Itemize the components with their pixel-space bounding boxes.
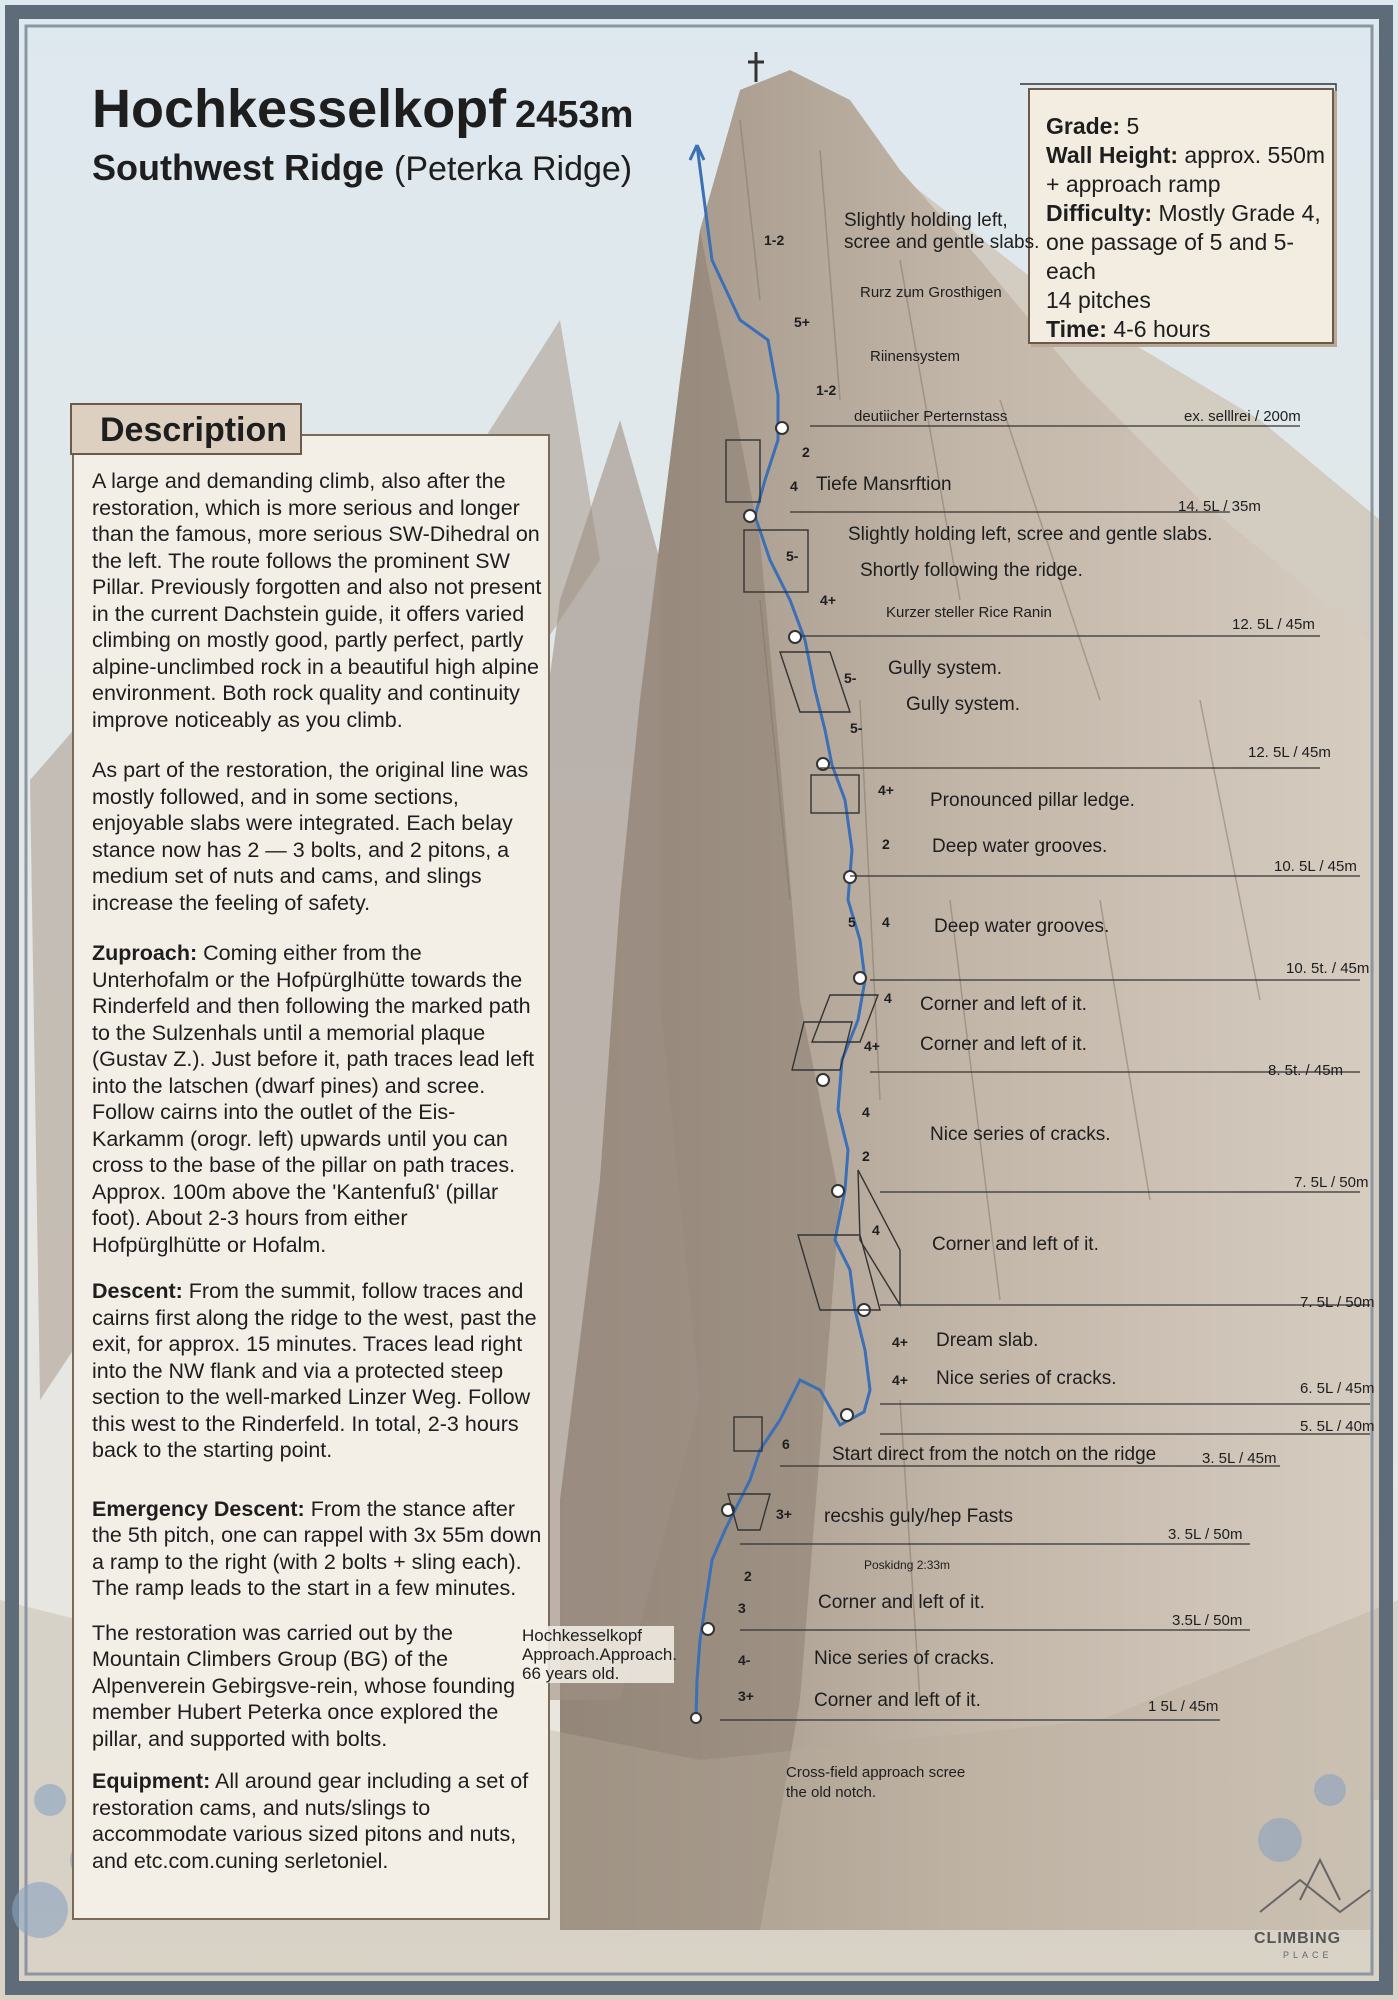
pitch-length: 10. 5t. / 45m xyxy=(1286,960,1370,977)
route-label: Dream slab. xyxy=(936,1330,1039,1351)
route-label: Pronounced pillar ledge. xyxy=(930,790,1135,811)
route-label: Deep water grooves. xyxy=(932,836,1108,857)
pitch-length: 12. 5L / 45m xyxy=(1248,744,1331,761)
description-restoration: As part of the restoration, the original line was mostly followed, and in some sections, enjoyable slabs were integrated. Each belay stance now has 2 — 3 bolts, and 2 pitons, a medium set of nuts and cams, and slings increase the feeling of safety. xyxy=(92,758,529,915)
route-label: Gully system. xyxy=(888,658,1003,679)
route-label: scree and gentle slabs. xyxy=(844,232,1040,253)
route-label: Slightly holding left, xyxy=(844,210,1008,231)
grade-label: 5+ xyxy=(794,314,810,330)
pitch-length: 14. 5L / 35m xyxy=(1178,498,1261,515)
grade-label: 4- xyxy=(738,1652,751,1668)
grade-label: 3+ xyxy=(776,1506,792,1522)
description-equipment: Equipment: All around gear including a set of restoration cams, and nuts/slings to accommodate various sized pitons and nuts, and etc.com.cuning serletoniel. xyxy=(92,1769,529,1873)
grade-label: 5- xyxy=(850,720,863,736)
description-credits: The restoration was carried out by the Mountain Climbers Group (BG) of the Alpenverein Gebirgsve-rein, whose founding member Hubert Peterka once explored the pillar, and supported with bolts. xyxy=(92,1620,516,1751)
description-text xyxy=(92,468,542,1898)
grade-label: 5 xyxy=(848,914,856,930)
route-label: Shortly following the ridge. xyxy=(860,560,1083,581)
page-subtitle: Southwest Ridge (Peterka Ridge) xyxy=(92,147,633,188)
route-label: Corner and left of it. xyxy=(814,1690,981,1711)
grade-label: 5- xyxy=(844,670,857,686)
grade-label: 1-2 xyxy=(816,382,837,398)
route-label: Corner and left of it. xyxy=(818,1592,985,1613)
route-label: Nice series of cracks. xyxy=(930,1124,1111,1145)
route-label: Corner and left of it. xyxy=(920,1034,1087,1055)
pitch-length: 12. 5L / 45m xyxy=(1232,616,1315,633)
pitch-length: 3. 5L / 45m xyxy=(1202,1450,1277,1467)
route-label: deutiicher Perternstass xyxy=(854,408,1008,425)
grade-label: 4+ xyxy=(864,1038,880,1054)
route-label: Tiefe Mansrftion xyxy=(816,474,952,495)
route-label: Corner and left of it. xyxy=(932,1234,1099,1255)
route-label: Riinensystem xyxy=(870,348,961,365)
pitch-length: 7. 5L / 50m xyxy=(1300,1294,1375,1311)
grade-label: 4+ xyxy=(820,592,836,608)
route-label: Cross-field approach scree xyxy=(786,1764,966,1781)
route-label: recshis guly/hep Fasts xyxy=(824,1506,1014,1527)
pitch-length: 10. 5L / 45m xyxy=(1274,858,1357,875)
grade-label: 4 xyxy=(882,914,890,930)
grade-label: 5- xyxy=(786,548,799,564)
grade-label: 2 xyxy=(802,444,810,460)
route-label: Rurz zum Grosthigen xyxy=(860,284,1002,301)
grade-label: 2 xyxy=(744,1568,752,1584)
logo-text: CLIMBING xyxy=(1254,1930,1342,1947)
pitch-length: 5. 5L / 40m xyxy=(1300,1418,1375,1435)
grade-label: 6 xyxy=(782,1436,790,1452)
grade-label: 2 xyxy=(862,1148,870,1164)
route-label: Nice series of cracks. xyxy=(936,1368,1117,1389)
pitch-length: 7. 5L / 50m xyxy=(1294,1174,1369,1191)
description-emergency: Emergency Descent: From the stance after the 5th pitch, one can rappel with 3x 55m down a ramp to the right (with 2 bolts + sling each). The ramp leads to the start in a few minutes. xyxy=(92,1496,542,1600)
route-label: Kurzer steller Rice Ranin xyxy=(886,604,1052,621)
route-label: Deep water grooves. xyxy=(934,916,1110,937)
route-info-box: Grade: 5 Wall Height: approx. 550m + approach ramp Difficulty: Mostly Grade 4, one passage of 5 and 5- each 14 pitches Time: 4-6 hours xyxy=(1028,88,1334,344)
grade-label: 4 xyxy=(790,478,798,494)
pitch-length: ex. selllrei / 200m xyxy=(1184,408,1301,425)
route-label: Start direct from the notch on the ridge xyxy=(832,1444,1157,1465)
description-descent: Descent: From the summit, follow traces and cairns first along the ridge to the west, past the exit, for approx. 15 minutes. Traces lead right into the NW flank and via a protected steep section to the well-marked Linzer Weg. Follow this west to the Rinderfeld. In total, 2-3 hours back to the starting point. xyxy=(92,1279,537,1462)
logo-subtext: PLACE xyxy=(1283,1950,1333,1960)
description-heading: Description xyxy=(70,403,302,455)
grade-label: 3+ xyxy=(738,1688,754,1704)
grade-label: 4+ xyxy=(892,1372,908,1388)
grade-label: 4+ xyxy=(892,1334,908,1350)
route-label: Corner and left of it. xyxy=(920,994,1087,1015)
grade-label: 4 xyxy=(884,990,892,1006)
pitch-length: 6. 5L / 45m xyxy=(1300,1380,1375,1397)
grade-label: 1-2 xyxy=(764,232,785,248)
grade-label: 3 xyxy=(738,1600,746,1616)
grade-label: 4 xyxy=(862,1104,870,1120)
pitch-length: 8. 5t. / 45m xyxy=(1268,1062,1344,1079)
route-label: Slightly holding left, scree and gentle slabs. xyxy=(848,524,1213,545)
pitch-length: 1 5L / 45m xyxy=(1148,1698,1219,1715)
approach-note: Hochkesselkopf Approach.Approach. 66 years old. xyxy=(522,1626,677,1683)
description-approach: Zuproach: Coming either from the Unterhofalm or the Hofpürglhütte towards the Rinderfeld and then following the marked path to the Sulzenhals until a memorial plaque (Gustav Z.). Just before it, path traces lead left into the latschen (dwarf pines) and scree. Follow cairns into the outlet of the Eis-Karkamm (orogr. left) upwards until you can cross to the base of the pillar on path traces. Approx. 100m above the 'Kantenfuß' (pillar foot). About 2-3 hours from either Hofpürglhütte or Hofalm. xyxy=(92,941,535,1257)
route-label: Poskidng 2:33m xyxy=(864,1558,951,1572)
route-label: the old notch. xyxy=(786,1784,877,1801)
grade-label: 2 xyxy=(882,836,890,852)
grade-label: 4 xyxy=(872,1222,880,1238)
pitch-length: 3.5L / 50m xyxy=(1172,1612,1243,1629)
page-title: Hochkesselkopf 2453m xyxy=(92,79,634,139)
pitch-length: 3. 5L / 50m xyxy=(1168,1526,1243,1543)
grade-label: 4+ xyxy=(878,782,894,798)
route-label: Gully system. xyxy=(906,694,1021,715)
route-label: Nice series of cracks. xyxy=(814,1648,995,1669)
description-intro: A large and demanding climb, also after the restoration, which is more serious and longer than the famous, more serious SW-Dihedral on the left. The route follows the prominent SW Pillar. Previously forgotten and also not present in the current Dachstein guide, it offers varied climbing on mostly good, partly perfect, partly alpine-unclimbed rock in a beautiful high alpine environment. Both rock quality and continuity improve noticeably as you climb. xyxy=(92,469,542,732)
